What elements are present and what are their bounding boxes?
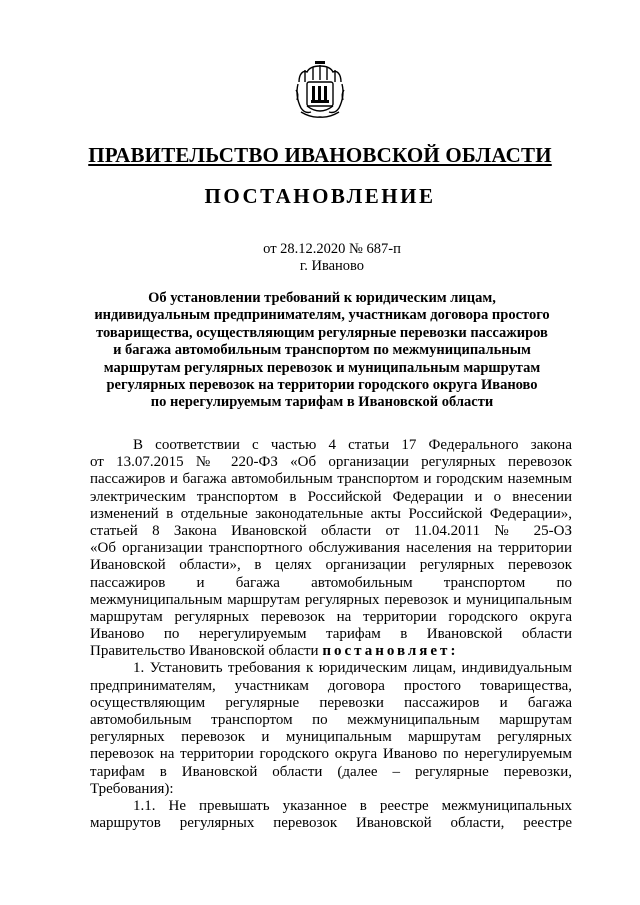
resolves-word: постановляет (322, 643, 451, 660)
body-line: Правительство Ивановской области (90, 643, 319, 660)
date-number: от 28.12.2020 № 687-п (263, 241, 401, 257)
body-line: маршрутам регулярных перевозок на территории городского округа (90, 608, 572, 625)
subject-line: и багажа автомобильным транспортом по межмуниципальным (113, 342, 531, 359)
body-line: маршрутов регулярных перевозок Ивановской области, реестре (90, 815, 572, 832)
body-line: статьей 8 Закона Ивановской области от 11.04.2011 № 25-ОЗ (90, 522, 572, 539)
body-line: предпринимателям, участникам договора простого товарищества, (90, 677, 572, 694)
body-line: Требования): (90, 780, 174, 797)
subject-line: индивидуальным предпринимателям, участникам договора простого (94, 307, 550, 324)
body-line: осуществляющим регулярные перевозки пассажиров и багажа (90, 694, 572, 711)
body-line: перевозок на территории городского округа Иваново по нерегулируемым (90, 746, 572, 763)
subject-line: по нерегулируемым тарифам в Ивановской области (150, 394, 494, 411)
subject-line: товарищества, осуществляющим регулярные перевозки пассажиров (96, 324, 548, 341)
document-body (90, 437, 572, 832)
subject-line: Об установлении требований к юридическим лицам, (148, 290, 496, 306)
city: г. Иваново (299, 258, 365, 274)
body-line: регулярных перевозок и муниципальным маршрутам регулярных (90, 729, 572, 746)
body-line: В соответствии с частью 4 статьи 17 Федерального закона (133, 437, 572, 453)
resolves-line (90, 643, 572, 660)
body-line: от 13.07.2015 № 220-ФЗ «Об организации регулярных перевозок (90, 454, 572, 471)
body-line: пассажиров и багажа автомобильным транспортом по (90, 574, 572, 591)
body-line: межмуниципальным маршрутам регулярных перевозок и муниципальным (90, 591, 572, 608)
subject-line: маршрутам регулярных перевозок и муниципальным маршрутам (103, 359, 541, 376)
document-type: ПОСТАНОВЛЕНИЕ (204, 184, 436, 208)
body-line: 1. Установить требования к юридическим лицам, индивидуальным (133, 660, 572, 677)
body-line: тарифам в Ивановской области (далее – регулярные перевозки, (90, 763, 572, 780)
body-line: электрическим транспортом в Российской Федерации и о внесении (90, 488, 572, 505)
body-line: Иваново по нерегулируемым тарифам в Ивановской области (90, 626, 572, 643)
resolves-colon: : (450, 643, 456, 660)
body-line: автомобильным транспортом по межмуниципальным маршрутам (90, 712, 572, 728)
body-line: изменений в отдельные законодательные акты Российской Федерации», (90, 505, 572, 522)
government-title: ПРАВИТЕЛЬСТВО ИВАНОВСКОЙ ОБЛАСТИ (88, 143, 552, 167)
document-subject (84, 290, 560, 412)
ivanovo-coat-of-arms-icon (293, 60, 347, 120)
body-line: «Об организации транспортного обслуживания населения на территории (90, 540, 572, 557)
body-line: 1.1. Не превышать указанное в реестре межмуниципальных (133, 797, 572, 814)
subject-line: регулярных перевозок на территории городского округа Иваново (106, 377, 538, 394)
body-line: пассажиров и багажа автомобильным транспортом и городским наземным (90, 471, 572, 488)
body-line: Ивановской области», в целях организации регулярных перевозок (90, 557, 572, 574)
